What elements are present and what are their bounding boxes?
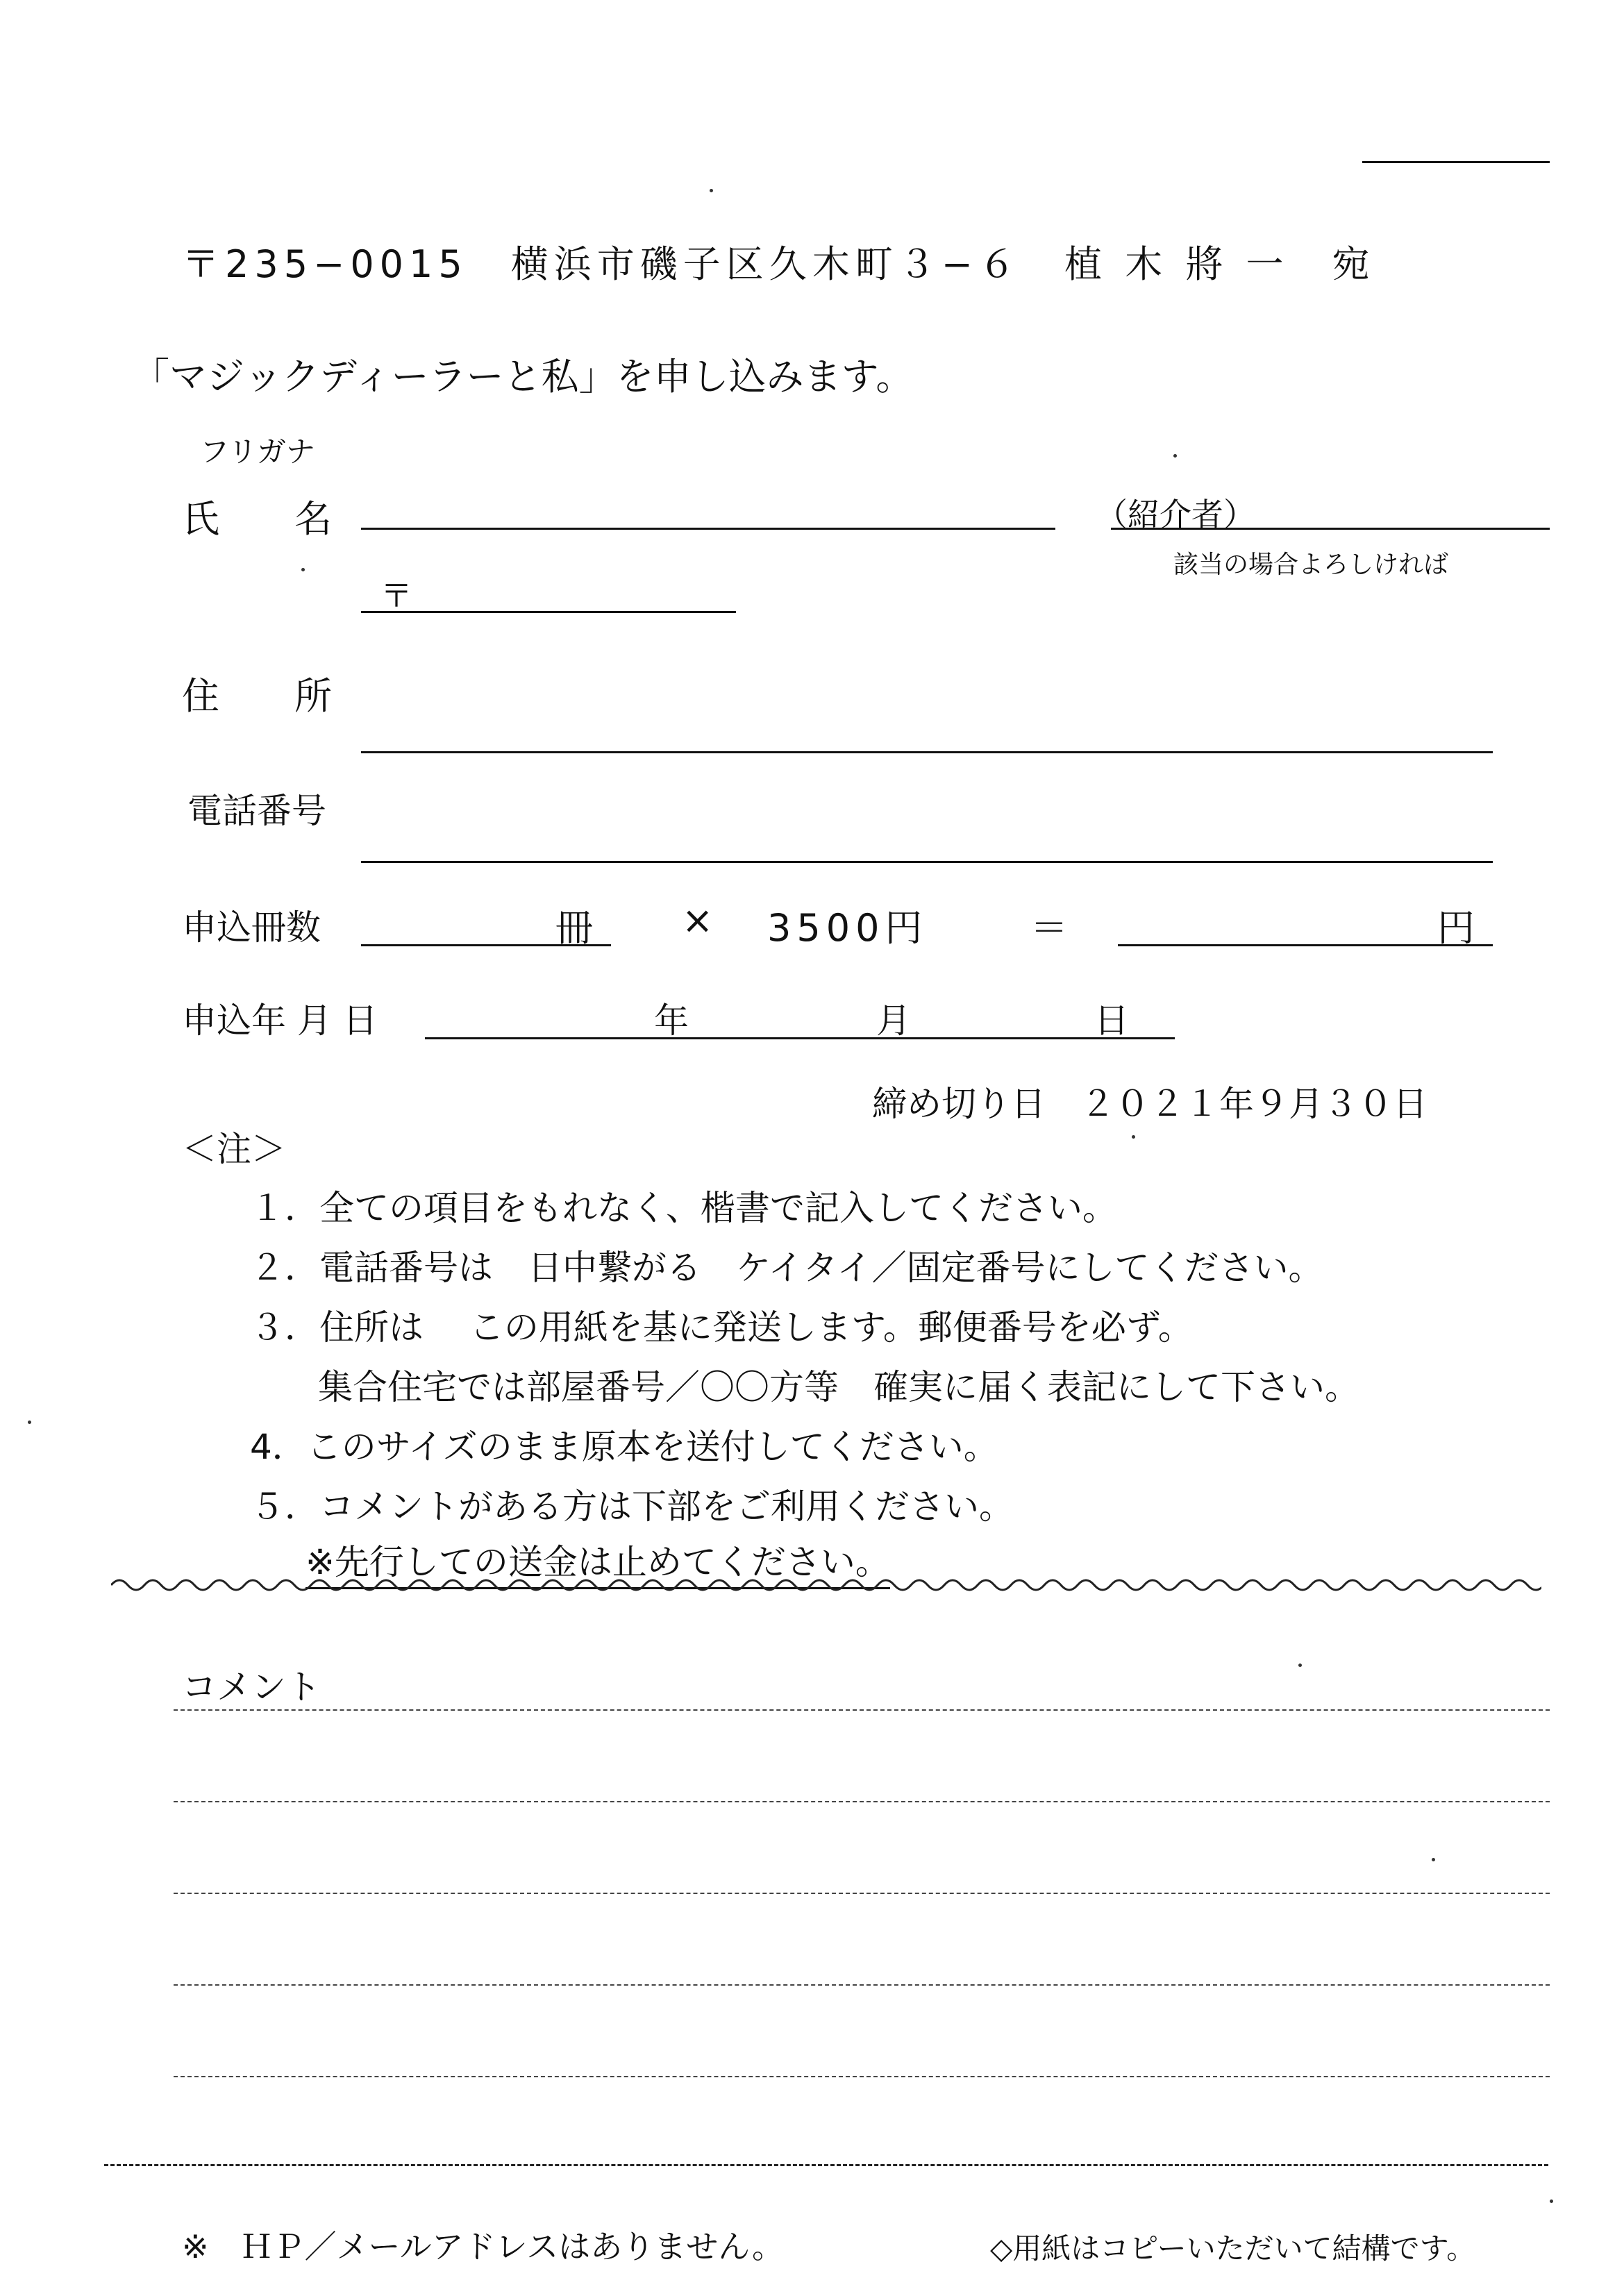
multiply-sign: × [682, 898, 714, 942]
postal-code-field[interactable] [361, 611, 736, 613]
prepayment-warning: ※先行しての送金は止めてください。 [305, 1534, 890, 1589]
comment-line[interactable] [174, 1801, 1550, 1802]
total-unit: 円 [1437, 906, 1475, 950]
postal-mark: 〒 [380, 577, 412, 614]
referrer-note: 該当の場合よろしければ [1173, 551, 1449, 579]
unit-price: 3500円 [767, 906, 928, 950]
comment-label: コメント [182, 1667, 321, 1707]
note-item-3: ３．住所は この用紙を基に発送します。郵便番号を必ず。 [250, 1307, 1193, 1348]
note-item-1: １．全ての項目をもれなく、楷書で記入してください。 [250, 1188, 1117, 1228]
month-unit: 月 [876, 1000, 911, 1041]
note-item-4: 4．このサイズのまま原本を送付してください。 [250, 1427, 998, 1467]
note-item-3-continued: 集合住宅では部屋番号／〇〇方等 確実に届く表記にして下さい。 [318, 1367, 1359, 1407]
scan-speck [1298, 1664, 1302, 1667]
wavy-separator [111, 1575, 1541, 1595]
note-item-5: ５．コメントがある方は下部をご利用ください。 [250, 1486, 1014, 1527]
quantity-label: 申込冊数 [182, 907, 321, 948]
notes-heading: ＜注＞ [182, 1129, 286, 1169]
address-field[interactable] [361, 751, 1493, 753]
total-field[interactable] [1118, 944, 1493, 946]
deadline-text: 締め切り日 ２０２１年９月３０日 [872, 1084, 1428, 1124]
referrer-label: （紹介者） [1096, 496, 1255, 533]
comment-line[interactable] [174, 2076, 1550, 2077]
phone-label: 電話番号 [187, 791, 326, 831]
cut-line [104, 2164, 1548, 2166]
quantity-unit: 冊 [555, 906, 593, 950]
year-unit: 年 [654, 1000, 689, 1041]
scan-speck [1173, 454, 1177, 458]
recipient-address: 〒235−0015 横浜市磯子区久木町３−６ 植 木 將 一 宛 [182, 242, 1375, 286]
name-field[interactable] [361, 528, 1055, 530]
scan-speck [28, 1421, 31, 1424]
scan-speck [301, 568, 305, 571]
comment-line[interactable] [174, 1984, 1550, 1986]
no-contact-note: ※ ＨＰ／メールアドレスはありません。 [182, 2228, 785, 2265]
copy-permission-note: ◇用紙はコピーいただいて結構です。 [990, 2231, 1476, 2265]
scan-speck [1132, 1135, 1135, 1139]
note-item-2: ２．電話番号は 日中繋がる ケイタイ／固定番号にしてください。 [250, 1248, 1323, 1288]
name-label: 氏 名 [182, 497, 332, 541]
equals-sign: ＝ [1030, 906, 1068, 950]
phone-field[interactable] [361, 861, 1493, 863]
day-unit: 日 [1094, 1000, 1129, 1041]
date-label: 申込年 月 日 [182, 1000, 378, 1041]
top-right-rule [1362, 161, 1550, 163]
scan-speck [1432, 1858, 1435, 1861]
furigana-label: フリガナ [200, 435, 315, 469]
application-title: 「マジックディーラーと私」を申し込みます。 [132, 355, 914, 399]
referrer-field[interactable] [1111, 528, 1550, 530]
address-label: 住 所 [182, 674, 332, 718]
date-field[interactable] [425, 1037, 1175, 1039]
comment-line[interactable] [174, 1893, 1550, 1894]
scan-speck [1550, 2199, 1553, 2203]
scan-speck [710, 189, 713, 192]
comment-line[interactable] [174, 1709, 1550, 1711]
